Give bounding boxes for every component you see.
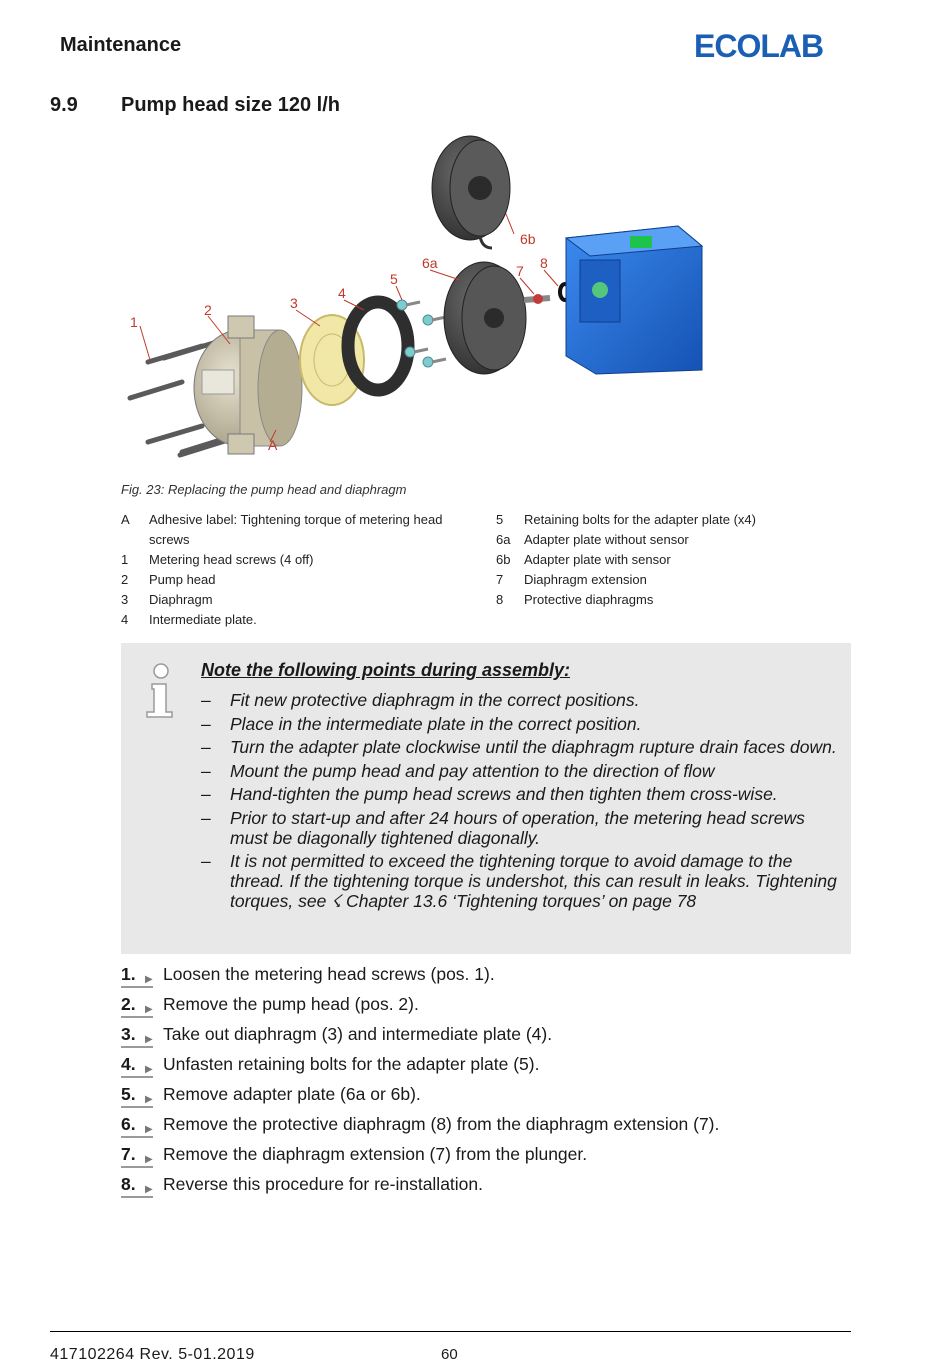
callout-6a: 6a (422, 255, 438, 271)
note-item: – Turn the adapter plate clockwise until the diaphragm rupture drain faces down. (201, 737, 837, 757)
callout-2: 2 (204, 302, 212, 318)
note-item: – It is not permitted to exceed the tightening torque to avoid damage to the thread. If the tightening torque is undershot, this can result in leaks. Tightening torques, see ☇ Chapter 13.6 ‘Tightening torques’ on page 78 (201, 851, 837, 911)
note-list (201, 690, 841, 915)
exploded-view-drawing (110, 130, 730, 475)
header-section-title: Maintenance (60, 34, 182, 56)
step-arrow-icon: ▶ (145, 1004, 153, 1015)
step-arrow-icon: ▶ (145, 1124, 153, 1135)
logo-text: ECOLAB (694, 28, 824, 62)
exploded-view-figure (110, 130, 730, 480)
pump-head-part (194, 316, 302, 454)
step-item: 3. ▶ Take out diaphragm (3) and intermediate plate (4). (121, 1022, 861, 1052)
note-item: – Hand-tighten the pump head screws and then tighten them cross-wise. (201, 784, 778, 804)
procedure-steps (121, 962, 861, 1202)
callout-4: 4 (338, 285, 346, 301)
pump-drive-unit (566, 226, 702, 374)
footer-divider (50, 1331, 851, 1332)
adapter-plate-6b (432, 136, 510, 248)
figure-caption: Fig. 23: Replacing the pump head and diaphragm (121, 482, 407, 497)
section-number: 9.9 (50, 94, 78, 116)
step-arrow-icon: ▶ (145, 1034, 153, 1045)
section-title: Pump head size 120 l/h (121, 94, 340, 116)
callout-7: 7 (516, 263, 524, 279)
note-title: Note the following points during assembly: (201, 660, 571, 680)
callout-3: 3 (290, 295, 298, 311)
diaphragm-extension-part (533, 294, 543, 304)
step-item: 6. ▶ Remove the protective diaphragm (8) from the diaphragm extension (7). (121, 1112, 861, 1142)
step-item: 8. ▶ Reverse this procedure for re-installation. (121, 1172, 861, 1202)
step-item: 7. ▶ Remove the diaphragm extension (7) from the plunger. (121, 1142, 861, 1172)
ecolab-logo (694, 28, 844, 67)
note-item: – Fit new protective diaphragm in the correct positions. (201, 690, 640, 710)
step-arrow-icon: ▶ (145, 974, 153, 985)
note-item: – Mount the pump head and pay attention to the direction of flow (201, 760, 715, 781)
step-item: 2. ▶ Remove the pump head (pos. 2). (121, 992, 861, 1022)
callout-1: 1 (130, 314, 138, 330)
step-item: 4. ▶ Unfasten retaining bolts for the adapter plate (5). (121, 1052, 861, 1082)
step-item: 1. ▶ Loosen the metering head screws (pos. 1). (121, 962, 861, 992)
step-item: 5. ▶ Remove adapter plate (6a or 6b). (121, 1082, 861, 1112)
callout-6b: 6b (520, 231, 536, 247)
callout-5: 5 (390, 271, 398, 287)
step-arrow-icon: ▶ (145, 1094, 153, 1105)
callout-A: A (268, 437, 278, 453)
step-arrow-icon: ▶ (145, 1184, 153, 1195)
callout-8: 8 (540, 255, 548, 271)
step-arrow-icon: ▶ (145, 1154, 153, 1165)
note-item: – Place in the intermediate plate in the correct position. (201, 713, 642, 734)
info-icon (142, 662, 178, 725)
footer-page-number: 60 (441, 1346, 458, 1363)
note-item: – Prior to start-up and after 24 hours of operation, the metering head screws must be diagonally tightened diagonally. (201, 807, 805, 848)
footer-doc-ref: 417102264 Rev. 5-01.2019 (50, 1346, 255, 1363)
step-arrow-icon: ▶ (145, 1064, 153, 1075)
